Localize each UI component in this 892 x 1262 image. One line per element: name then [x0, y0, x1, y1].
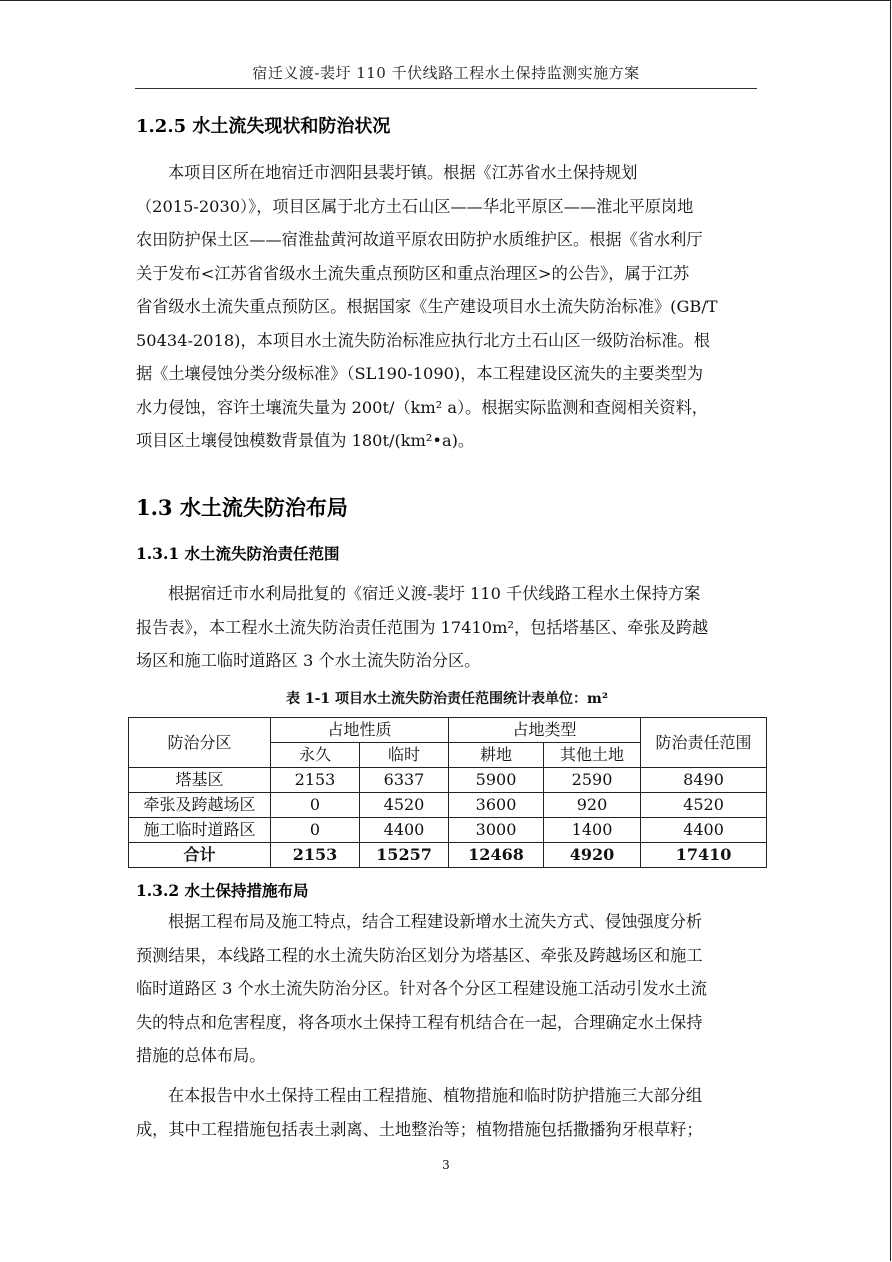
cell-cultivated: 3600	[449, 793, 544, 818]
text-line: 场区和施工临时道路区 3 个水土流失防治分区。	[136, 651, 481, 670]
text-line: 报告表》，本工程水土流失防治责任范围为 17410m²，包括塔基区、牵张及跨越	[136, 617, 709, 637]
header-other-land: 其他土地	[544, 743, 641, 768]
cell-cultivated: 3000	[449, 818, 544, 843]
cell-zone: 牵张及跨越场区	[129, 793, 271, 818]
text-line: 水力侵蚀，容许土壤流失量为 200t/（km² a）。根据实际监测和查阅相关资料，	[136, 397, 708, 417]
responsibility-range-table	[128, 717, 767, 868]
cell-other-land: 2590	[544, 768, 641, 793]
text-line: 措施的总体布局。	[136, 1046, 266, 1065]
text-line: 省省级水土流失重点预防区。根据国家《生产建设项目水土流失防治标准》(GB/T	[136, 297, 718, 316]
text-line: 预测结果，本线路工程的水土流失防治区划分为塔基区、牵张及跨越场区和施工	[136, 945, 703, 965]
cell-responsibility: 4520	[641, 793, 767, 818]
cell-other-land: 1400	[544, 818, 641, 843]
running-header: 宿迁义渡-裴圩 110 千伏线路工程水土保持监测实施方案	[135, 62, 757, 89]
cell-temporary: 15257	[360, 843, 449, 868]
cell-responsibility: 17410	[641, 843, 767, 868]
text-line: 50434-2018)，本项目水土流失防治标准应执行北方土石山区一级防治标准。根	[136, 330, 710, 350]
text-line: 在本报告中水土保持工程由工程措施、植物措施和临时防护措施三大部分组	[168, 1086, 703, 1105]
cell-responsibility: 8490	[641, 768, 767, 793]
header-cultivated: 耕地	[449, 743, 544, 768]
header-zone: 防治分区	[129, 718, 271, 768]
paragraph-measure-composition	[136, 1079, 758, 1146]
text-line: 据《土壤侵蚀分类分级标准》（SL190-1090)，本工程建设区流失的主要类型为	[136, 364, 704, 383]
header-permanent: 永久	[271, 743, 360, 768]
cell-temporary: 4400	[360, 818, 449, 843]
table-row	[129, 793, 767, 818]
table-header-row	[129, 718, 767, 743]
header-responsibility: 防治责任范围	[641, 718, 767, 768]
paragraph-erosion-status	[136, 156, 758, 458]
text-line: 本项目区所在地宿迁市泗阳县裴圩镇。根据《江苏省水土保持规划	[168, 163, 638, 182]
section-heading-1-2-5: 1.2.5 水土流失现状和防治状况	[136, 116, 391, 137]
cell-cultivated: 12468	[449, 843, 544, 868]
page-number: 3	[442, 1158, 450, 1172]
table-row	[129, 768, 767, 793]
cell-zone: 塔基区	[129, 768, 271, 793]
cell-permanent: 2153	[271, 843, 360, 868]
table-row	[129, 818, 767, 843]
header-temporary: 临时	[360, 743, 449, 768]
cell-responsibility: 4400	[641, 818, 767, 843]
header-land-type: 占地类型	[449, 718, 641, 743]
cell-permanent: 0	[271, 793, 360, 818]
text-line: 关于发布<江苏省省级水土流失重点预防区和重点治理区>的公告》，属于江苏	[136, 263, 690, 283]
cell-other-land: 4920	[544, 843, 641, 868]
cell-permanent: 0	[271, 818, 360, 843]
text-line: 农田防护保土区——宿淮盐黄河故道平原农田防护水质维护区。根据《省水利厅	[136, 230, 703, 249]
text-line: （2015-2030）》，项目区属于北方土石山区——华北平原区——淮北平原岗地	[136, 196, 694, 216]
text-line: 失的特点和危害程度，将各项水土保持工程有机结合在一起，合理确定水土保持	[136, 1012, 703, 1032]
cell-zone: 合计	[129, 843, 271, 868]
text-line: 根据宿迁市水利局批复的《宿迁义渡-裴圩 110 千伏线路工程水土保持方案	[168, 584, 701, 603]
cell-temporary: 6337	[360, 768, 449, 793]
text-line: 临时道路区 3 个水土流失防治分区。针对各个分区工程建设施工活动引发水土流	[136, 979, 707, 998]
paragraph-measure-layout	[136, 905, 758, 1073]
section-heading-1-3-1: 1.3.1 水土流失防治责任范围	[136, 544, 340, 563]
table-total-row	[129, 843, 767, 868]
paragraph-responsibility-scope	[136, 577, 758, 678]
cell-temporary: 4520	[360, 793, 449, 818]
cell-zone: 施工临时道路区	[129, 818, 271, 843]
cell-permanent: 2153	[271, 768, 360, 793]
section-heading-1-3-2: 1.3.2 水土保持措施布局	[136, 881, 309, 900]
text-line: 根据工程布局及施工特点，结合工程建设新增水土流失方式、侵蚀强度分析	[168, 912, 703, 931]
section-heading-1-3: 1.3 水土流失防治布局	[136, 495, 348, 520]
cell-cultivated: 5900	[449, 768, 544, 793]
cell-other-land: 920	[544, 793, 641, 818]
text-line: 项目区土壤侵蚀模数背景值为 180t/(km²•a)。	[136, 431, 475, 450]
table-caption: 表 1-1 项目水土流失防治责任范围统计表单位：m²	[286, 691, 608, 707]
text-line: 成，其中工程措施包括表土剥离、土地整治等；植物措施包括撒播狗牙根草籽；	[136, 1119, 703, 1139]
header-occupancy: 占地性质	[271, 718, 449, 743]
